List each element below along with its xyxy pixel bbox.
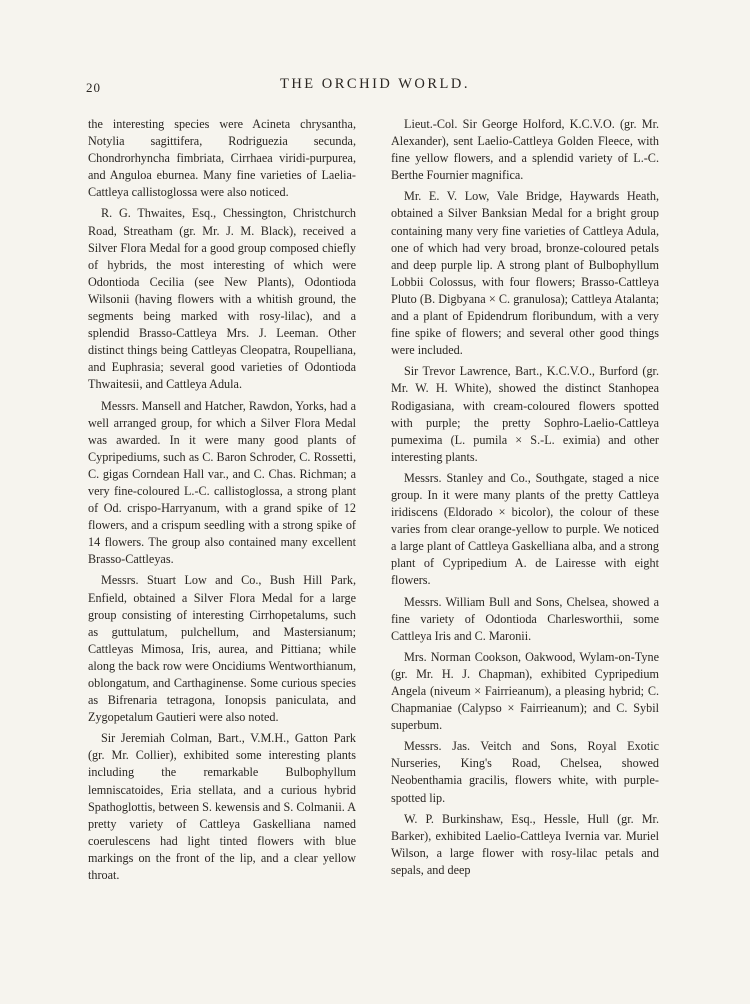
- paragraph: Messrs. Stanley and Co., Southgate, staged a nice group. In it were many plants of the pretty Cattleya iridiscens (Eldorado × bicolor), the colour of these varies from clear orange-yellow to purple. We noticed a large plant of Cattleya Gaskelliana alba, and a strong plant of Cypripedium A. de Lairesse with eight flowers.: [391, 470, 659, 588]
- paragraph: Messrs. William Bull and Sons, Chelsea, showed a fine variety of Odontioda Charlesworthii, some Cattleya Iris and C. Maronii.: [391, 594, 659, 643]
- paragraph: Messrs. Stuart Low and Co., Bush Hill Park, Enfield, obtained a Silver Flora Medal for a large group consisting of interesting Cirrhopetalums, such as guttulatum, pulchellum, and Mastersianum; Cattleyas Mimosa, Iris, aurea, and Pittiana; while along the back row were Oncidiums Wentworthianum, oblongatum, and Carthaginense. Some curious species as Bifrenaria tetragona, Ionopsis paniculata, and Zygopetalum Gautieri were also noted.: [88, 573, 356, 725]
- right-column: [391, 116, 659, 883]
- paragraph: the interesting species were Acineta chrysantha, Notylia sagittifera, Rodriguezia secunda, Chondrorhyncha fimbriata, Cirrhaea viridi-purpurea, and Anguloa eburnea. Many fine varieties of Laelia-Cattleya callistoglossa were also noticed.: [88, 117, 356, 200]
- paragraph: Messrs. Jas. Veitch and Sons, Royal Exotic Nurseries, King's Road, Chelsea, showed Neobenthamia gracilis, flowers white, with purple-spotted lip.: [391, 739, 659, 805]
- paragraph: Mr. E. V. Low, Vale Bridge, Haywards Heath, obtained a Silver Banksian Medal for a bright group containing many very fine varieties of Cattleya Adula, one of which had very broad, bronze-coloured petals and deep purple lip. A strong plant of Bulbophyllum Lobbii Colossus, with four flowers; Brasso-Cattleya Pluto (B. Digbyana × C. granulosa); Cattleya Atalanta; and a plant of Epidendrum floribundum, with a very fine spike of flowers; and several other good things were included.: [391, 189, 659, 358]
- paragraph: Sir Jeremiah Colman, Bart., V.M.H., Gatton Park (gr. Mr. Collier), exhibited some interesting plants including the remarkable Bulbophyllum lemniscatoides, Eria stellata, and a curious hybrid Spathoglottis, between S. kewensis and S. Colmanii. A pretty variety of Cattleya Gaskelliana named coerulescens had light tinted flowers with blue markings on the front of the lip, and a clear yellow throat.: [88, 731, 356, 883]
- paragraph: Sir Trevor Lawrence, Bart., K.C.V.O., Burford (gr. Mr. W. H. White), showed the distinct Stanhopea Rodigasiana, with cream-coloured flowers spotted with purple; the pretty Sophro-Laelio-Cattleya pumexima (L. pumila × S.-L. eximia) and other interesting plants.: [391, 364, 659, 464]
- paragraph: Messrs. Mansell and Hatcher, Rawdon, Yorks, had a well arranged group, for which a Silver Flora Medal was awarded. In it were many good plants of Cypripediums, such as C. Baron Schroder, C. Rossetti, C. gigas Corndean Hall var., and C. Chas. Richman; a very fine-coloured L.-C. callistoglossa, a strong plant of Od. crispo-Harryanum, with a grand spike of 12 flowers, and a crispum seedling with a strong spike of 14 flowers. The group also contained many excellent Brasso-Cattleyas.: [88, 398, 356, 567]
- paragraph: W. P. Burkinshaw, Esq., Hessle, Hull (gr. Mr. Barker), exhibited Laelio-Cattleya Ivernia var. Muriel Wilson, a large flower with rosy-lilac petals and sepals, and deep: [391, 811, 659, 877]
- left-column: [88, 116, 356, 888]
- paragraph: Mrs. Norman Cookson, Oakwood, Wylam-on-Tyne (gr. Mr. H. J. Chapman), exhibited Cypripedium Angela (niveum × Fairrieanum), a pleasing hybrid; C. Chapmaniae (Calypso × Fairrieanum); and C. Sybil superbum.: [391, 649, 659, 733]
- page-number: 20: [86, 80, 101, 95]
- paragraph: R. G. Thwaites, Esq., Chessington, Christchurch Road, Streatham (gr. Mr. J. M. Black), received a Silver Flora Medal for a good group composed chiefly of hybrids, the most interesting of which were Odontioda Cecilia (see New Plants), Odontioda Wilsonii (having flowers with a whitish ground, the segments being marked with rosy-lilac), and a splendid Brasso-Cattleya Mrs. J. Leeman. Other distinct things being Cattleyas Cleopatra, Roupelliana, and Euphrasia; several good varieties of Odontioda Thwaitesii, and Cattleya Adula.: [88, 206, 356, 392]
- running-title: THE ORCHID WORLD.: [279, 76, 471, 92]
- paragraph: Lieut.-Col. Sir George Holford, K.C.V.O. (gr. Mr. Alexander), sent Laelio-Cattleya Golden Fleece, with fine yellow flowers, and a splendid variety of L.-C. Berthe Fournier magnifica.: [391, 117, 659, 183]
